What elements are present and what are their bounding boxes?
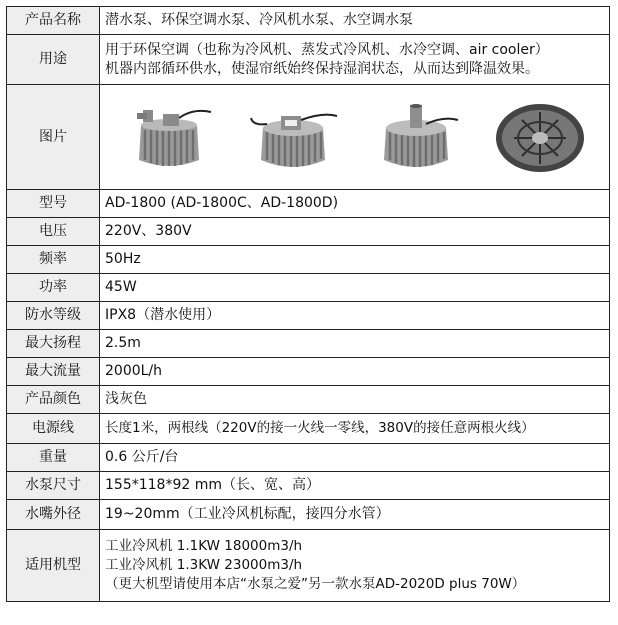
spec-row-product-name: [7, 7, 610, 35]
spec-value: AD-1800 (AD-1800C、AD-1800D): [100, 190, 610, 218]
spec-label: 频率: [7, 246, 100, 274]
spec-label: 水泵尺寸: [7, 472, 100, 500]
spec-row-waterproof: [7, 302, 610, 330]
spec-label: 最大流量: [7, 358, 100, 386]
spec-label: 适用机型: [7, 530, 100, 602]
spec-label: 最大扬程: [7, 330, 100, 358]
spec-row-max-flow: [7, 358, 610, 386]
spec-label: 功率: [7, 274, 100, 302]
spec-label: 图片: [7, 85, 100, 190]
usage-line: 用于环保空调（也称为冷风机、蒸发式冷风机、水冷空调、air cooler）: [105, 41, 549, 58]
spec-label: 电压: [7, 218, 100, 246]
pump-side-view-image: [121, 98, 217, 176]
spec-value: 长度1米，两根线（220V的接一火线一零线，380V的接任意两根火线）: [100, 414, 610, 444]
product-spec-table: [6, 6, 610, 602]
spec-value: 50Hz: [100, 246, 610, 274]
spec-row-frequency: [7, 246, 610, 274]
pump-top-view-image: [368, 98, 464, 176]
model-line: 工业冷风机 1.3KW 23000m3/h: [105, 557, 303, 573]
spec-value: [100, 35, 610, 85]
spec-label: 产品颜色: [7, 386, 100, 414]
spec-value: 2000L/h: [100, 358, 610, 386]
product-images: [100, 85, 610, 190]
pump-bottom-grille-view-image: [492, 98, 588, 176]
spec-row-model: [7, 190, 610, 218]
spec-value: 2.5m: [100, 330, 610, 358]
spec-value: 浅灰色: [100, 386, 610, 414]
spec-row-nozzle: [7, 500, 610, 530]
spec-label: 防水等级: [7, 302, 100, 330]
spec-row-power-cord: [7, 414, 610, 444]
spec-value: [100, 530, 610, 602]
spec-row-weight: [7, 444, 610, 472]
pump-angled-view-image: [245, 98, 341, 176]
spec-label: 型号: [7, 190, 100, 218]
spec-label: 重量: [7, 444, 100, 472]
spec-row-power: [7, 274, 610, 302]
model-line: （更大机型请使用本店“水泵之爱”另一款水泵AD-2020D plus 70W）: [105, 576, 526, 592]
model-line: 工业冷风机 1.1KW 18000m3/h: [105, 538, 303, 554]
spec-row-max-head: [7, 330, 610, 358]
spec-value: IPX8（潜水使用）: [100, 302, 610, 330]
spec-label: 水嘴外径: [7, 500, 100, 530]
spec-value: 潜水泵、环保空调水泵、冷风机水泵、水空调水泵: [100, 7, 610, 35]
spec-row-voltage: [7, 218, 610, 246]
spec-row-color: [7, 386, 610, 414]
spec-label: 电源线: [7, 414, 100, 444]
spec-row-compatible-models: [7, 530, 610, 602]
spec-value: 19~20mm（工业冷风机标配，接四分水管）: [100, 500, 610, 530]
spec-row-dimensions: [7, 472, 610, 500]
spec-value: 45W: [100, 274, 610, 302]
spec-value: 0.6 公斤/台: [100, 444, 610, 472]
spec-value: 155*118*92 mm（长、宽、高）: [100, 472, 610, 500]
spec-row-images: [7, 85, 610, 190]
usage-line: 机器内部循环供水，使湿帘纸始终保持湿润状态，从而达到降温效果。: [105, 60, 539, 77]
spec-row-usage: [7, 35, 610, 85]
spec-label: 产品名称: [7, 7, 100, 35]
spec-label: 用途: [7, 35, 100, 85]
spec-value: 220V、380V: [100, 218, 610, 246]
